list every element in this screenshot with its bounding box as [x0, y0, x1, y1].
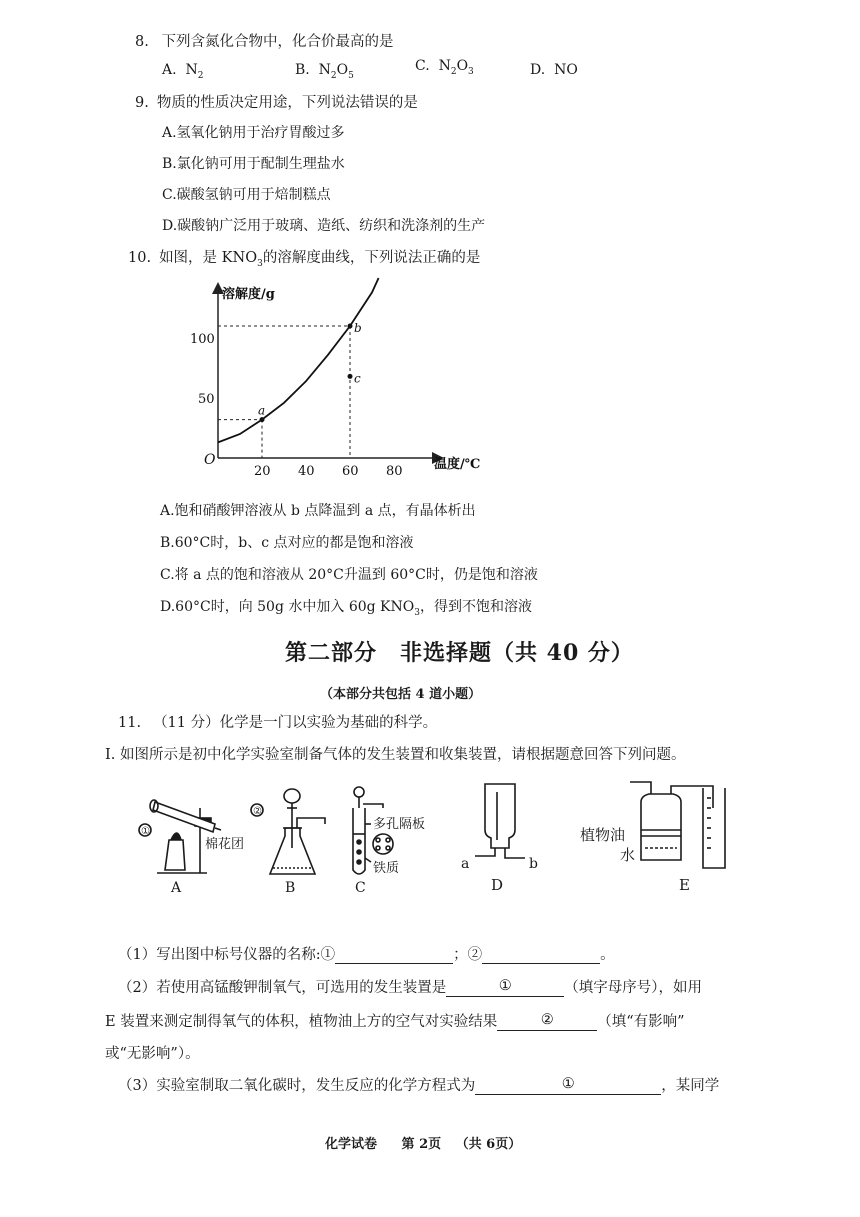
chart-ticks — [190, 332, 403, 479]
x-tick-label-20: 20 — [254, 464, 271, 479]
q10-option-b: B.60°C时，b、c 点对应的都是饱和溶液 — [160, 535, 414, 551]
apparatus-figure — [125, 778, 765, 898]
part2-subtitle: （本部分共包括 4 道小题） — [320, 687, 482, 702]
y-axis-label: 溶解度/g — [222, 287, 275, 302]
water-label: 水 — [620, 846, 636, 864]
q8-number: 8. — [135, 34, 149, 50]
label-e: E — [679, 876, 690, 894]
apparatus-c — [353, 787, 425, 896]
apparatus-a — [139, 800, 244, 896]
q10-option-a: A.饱和硝酸钾溶液从 b 点降温到 a 点，有晶体析出 — [160, 503, 476, 519]
port-b: b — [529, 856, 538, 872]
answer-blank-2-1[interactable]: ① — [446, 978, 564, 997]
q10-option-c: C.将 a 点的饱和溶液从 20°C升温到 60°C时，仍是饱和溶液 — [160, 567, 538, 583]
cotton-label: 棉花团 — [205, 837, 245, 852]
answer-blank-1-2[interactable] — [482, 945, 600, 964]
q11-part2-line2: E 装置来测定制得氧气的体积，植物油上方的空气对实验结果 ② （填“有影响” — [105, 1012, 685, 1030]
x-axis-label: 温度/℃ — [434, 457, 481, 472]
q11-part3: （3）实验室制取二氧化碳时，发生反应的化学方程式为 ① ，某同学 — [118, 1076, 720, 1094]
q11-stem: 11. （11 分）化学是一门以实验为基础的科学。 — [118, 715, 438, 731]
footer-subject: 化学试卷 — [325, 1137, 378, 1152]
q8-stem — [135, 30, 393, 51]
origin-label: O — [204, 452, 216, 468]
apparatus-b — [251, 789, 325, 896]
part2-title: 第二部分 非选择题（共 40 分） — [285, 640, 634, 666]
x-tick-label-40: 40 — [298, 464, 315, 479]
oil-label: 植物油 — [580, 826, 626, 844]
q8-option-a: A. $N_2$ — [162, 62, 204, 81]
answer-blank-3-1[interactable]: ① — [475, 1076, 661, 1095]
marker-1: ① — [141, 826, 150, 837]
footer-total: （共 6页） — [455, 1137, 522, 1152]
label-d: D — [491, 876, 504, 894]
chart-curve-group — [218, 278, 379, 442]
q10-stem: 10. 如图，是 $KNO_3$的溶解度曲线，下列说法正确的是 — [128, 250, 481, 269]
point-a — [260, 417, 265, 422]
solubility-curve — [218, 278, 379, 442]
chart-axes — [204, 286, 480, 472]
q8-option-d: D. NO — [530, 62, 578, 78]
q11-part2-line1: （2）若使用高锰酸钾制氧气，可选用的发生装置是 ① （填字母序号），如用 — [118, 978, 702, 996]
footer-page: 第 2页 — [401, 1137, 442, 1152]
apparatus-d — [461, 784, 538, 894]
label-c: C — [355, 880, 366, 896]
apparatus-e — [580, 782, 725, 894]
point-b — [348, 324, 353, 329]
point-label-b: b — [354, 321, 362, 335]
marker-2: ② — [253, 806, 262, 817]
porous-plate-label: 多孔隔板 — [373, 817, 426, 832]
y-tick-label-100: 100 — [190, 332, 215, 347]
point-label-c: c — [354, 371, 361, 386]
port-a: a — [461, 856, 470, 872]
x-tick-label-60: 60 — [342, 464, 359, 479]
point-c — [348, 374, 353, 379]
q8-option-b: B. $N_2O_5$ — [295, 62, 354, 81]
x-tick-label-80: 80 — [386, 464, 403, 479]
label-a: A — [171, 880, 182, 896]
q9-option-b: B.氯化钠可用于配制生理盐水 — [162, 156, 345, 172]
q9-option-a: A.氢氧化钠用于治疗胃酸过多 — [162, 125, 345, 141]
q9-stem: 9. 物质的性质决定用途，下列说法错误的是 — [135, 95, 418, 111]
chart-guides — [218, 326, 350, 458]
y-tick-label-50: 50 — [198, 392, 215, 407]
q11-part1: （1）写出图中标号仪器的名称:① ；② 。 — [118, 947, 615, 963]
iron-label: 铁质 — [373, 861, 400, 876]
answer-blank-2-2[interactable]: ② — [497, 1012, 597, 1031]
q8-option-c: C. $N_2O_3$ — [415, 58, 474, 77]
label-b: B — [285, 880, 296, 896]
q9-option-c: C.碳酸氢钠可用于焙制糕点 — [162, 187, 331, 203]
chart-points — [258, 321, 362, 422]
answer-blank-1-1[interactable] — [335, 945, 453, 964]
point-label-a: a — [258, 403, 266, 418]
q11-part2-line3: 或“无影响”）。 — [105, 1046, 200, 1062]
footer — [325, 1133, 521, 1152]
q9-option-d: D.碳酸钠广泛用于玻璃、造纸、纺织和洗涤剂的生产 — [162, 218, 486, 234]
solubility-chart — [190, 280, 490, 490]
q10-option-d: D.60°C时，向 50g 水中加入 60g $KNO_3$，得到不饱和溶液 — [160, 599, 532, 618]
q8-text: 下列含氮化合物中，化合价最高的是 — [161, 34, 394, 50]
q11-section-i: I. 如图所示是初中化学实验室制备气体的发生装置和收集装置，请根据题意回答下列问题。 — [105, 747, 686, 763]
